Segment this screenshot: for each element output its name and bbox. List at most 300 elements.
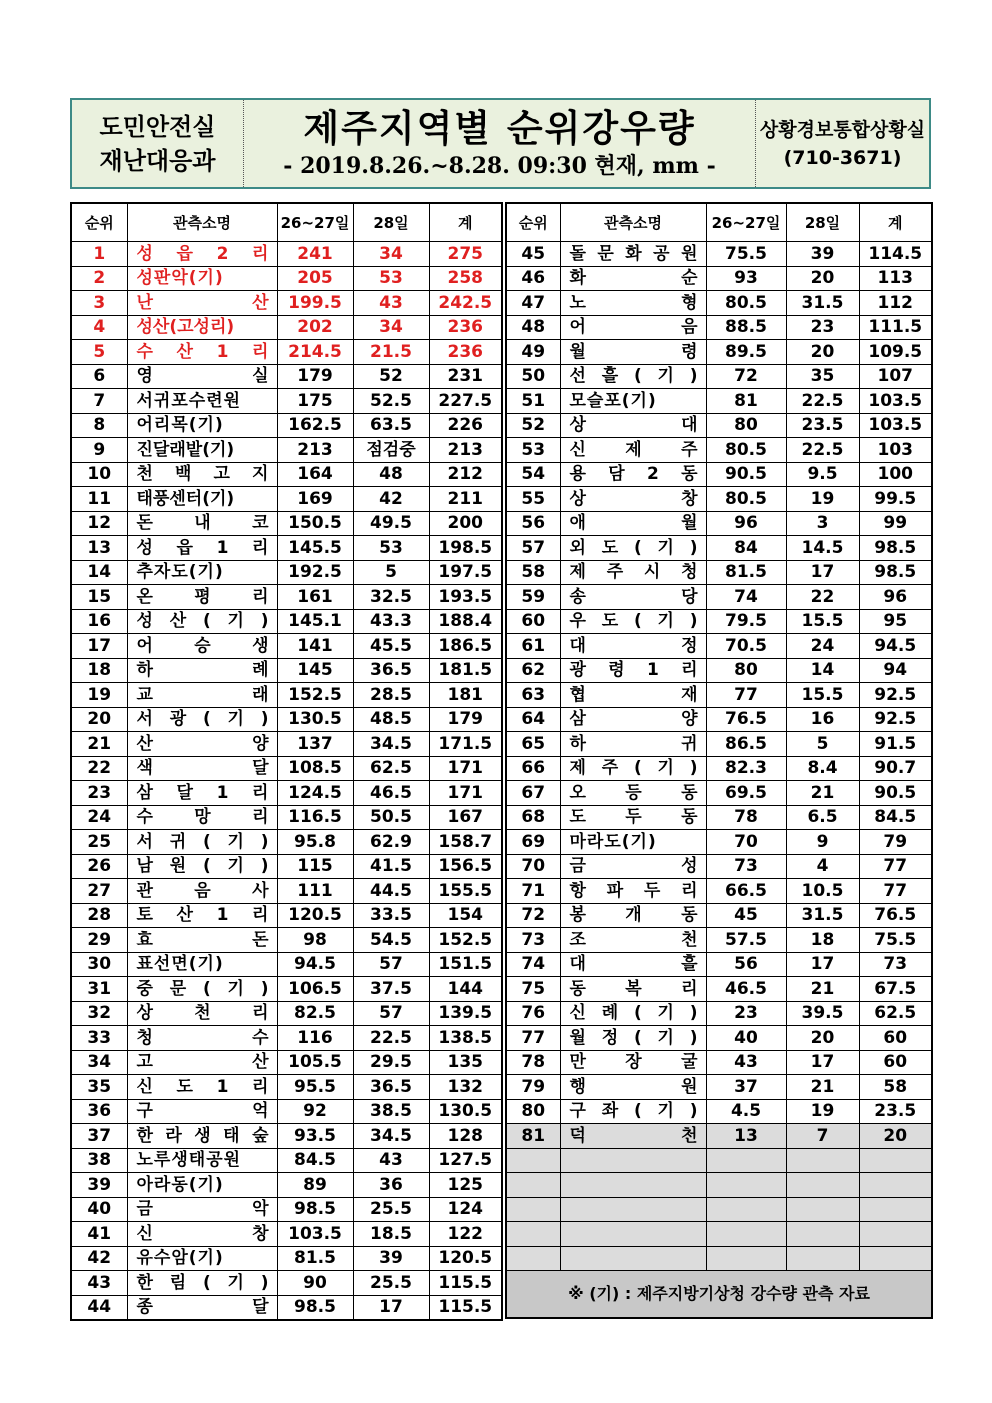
rank-cell: 37 [71, 1124, 127, 1149]
station-name-cell [127, 977, 277, 1002]
day2-rain-cell: 63.5 [353, 413, 429, 438]
total-rain-cell: 91.5 [859, 732, 932, 757]
station-name-char: 평 [194, 586, 211, 607]
station-name-cell [127, 1271, 277, 1296]
station-name-cell [560, 1026, 706, 1051]
day2-rain-cell: 45.5 [353, 634, 429, 659]
total-rain-cell: 77 [859, 879, 932, 904]
rank-cell: 21 [71, 732, 127, 757]
table-row [506, 242, 932, 267]
rank-cell: 75 [506, 977, 560, 1002]
total-rain-cell: 171 [429, 756, 502, 781]
day1-rain-cell: 84.5 [277, 1148, 353, 1173]
station-name-text [137, 709, 277, 729]
table-row [71, 413, 502, 438]
day2-rain-cell: 17 [353, 1295, 429, 1320]
rank-cell: 72 [506, 903, 560, 928]
station-name-char: 산 [252, 292, 269, 313]
day2-rain-cell: 31.5 [786, 903, 859, 928]
station-name-char: 리 [681, 880, 698, 901]
total-rain-cell: 109.5 [859, 340, 932, 365]
station-name-char: 코 [252, 513, 269, 534]
total-rain-cell: 211 [429, 487, 502, 512]
total-rain-cell: 79 [859, 830, 932, 855]
total-rain-cell: 124 [429, 1197, 502, 1222]
station-name-cell [560, 242, 706, 267]
total-rain-cell: 76.5 [859, 903, 932, 928]
table-row [71, 487, 502, 512]
station-name-char: 망 [194, 807, 211, 828]
station-name-char: 형 [681, 292, 698, 313]
station-name-text [137, 685, 277, 705]
table-row [71, 340, 502, 365]
table-row [71, 242, 502, 267]
empty-cell [859, 1148, 932, 1173]
day1-rain-cell: 95.8 [277, 830, 353, 855]
total-rain-cell: 193.5 [429, 585, 502, 610]
day2-rain-cell: 20 [786, 1026, 859, 1051]
rank-cell: 23 [71, 781, 127, 806]
station-name-char: 신 [136, 1223, 153, 1244]
station-name-char: 어리목(기) [136, 415, 224, 436]
station-name-char: 달 [252, 1297, 269, 1318]
station-name-cell [560, 903, 706, 928]
total-rain-cell: 67.5 [859, 977, 932, 1002]
station-name-text [570, 538, 706, 558]
day2-rain-cell: 28.5 [353, 683, 429, 708]
station-name-char: 개 [625, 905, 642, 926]
empty-cell [706, 1246, 786, 1271]
rank-cell: 48 [506, 315, 560, 340]
day1-rain-cell: 81.5 [706, 560, 786, 585]
empty-cell [506, 1173, 560, 1198]
day1-rain-cell: 202 [277, 315, 353, 340]
station-name-text [137, 832, 277, 852]
station-name-text [137, 1003, 277, 1023]
rank-cell: 1 [71, 242, 127, 267]
station-name-text [570, 1052, 706, 1072]
station-name-cell [560, 683, 706, 708]
document-subtitle: - 2019.8.26.~8.28. 09:30 현재, mm - [283, 152, 716, 179]
day1-rain-cell: 81 [706, 389, 786, 414]
station-name-char: 고 [136, 1052, 153, 1073]
total-rain-cell: 181.5 [429, 658, 502, 683]
station-name-char: 리 [252, 537, 269, 558]
table-row [506, 732, 932, 757]
day1-rain-cell: 70 [706, 830, 786, 855]
table-row [506, 266, 932, 291]
station-name-char: 동 [681, 464, 698, 485]
station-name-cell [127, 389, 277, 414]
station-name-char: 기 [227, 831, 244, 852]
col-station: 관측소명 [560, 203, 706, 242]
station-name-text [137, 905, 277, 925]
title-block [244, 100, 756, 187]
day1-rain-cell: 86.5 [706, 732, 786, 757]
station-name-char: 정 [601, 1027, 619, 1048]
table-row [506, 1075, 932, 1100]
day1-rain-cell: 82.5 [277, 1001, 353, 1026]
rank-cell: 43 [71, 1271, 127, 1296]
day2-rain-cell: 23 [786, 315, 859, 340]
day1-rain-cell: 124.5 [277, 781, 353, 806]
station-name-cell [560, 462, 706, 487]
empty-cell [506, 1197, 560, 1222]
day1-rain-cell: 111 [277, 879, 353, 904]
day2-rain-cell: 35 [786, 364, 859, 389]
empty-cell [786, 1148, 859, 1173]
rank-cell: 7 [71, 389, 127, 414]
day1-rain-cell: 213 [277, 438, 353, 463]
station-name-char: 림 [169, 1272, 187, 1293]
station-name-text [570, 513, 706, 533]
station-name-cell [127, 1246, 277, 1271]
station-name-char: 공 [653, 243, 670, 264]
station-name-cell [127, 511, 277, 536]
station-name-text [137, 660, 277, 680]
station-name-char: 기 [227, 611, 244, 632]
station-name-char: 청 [681, 562, 698, 583]
day2-rain-cell: 52 [353, 364, 429, 389]
station-name-cell [127, 1173, 277, 1198]
table-row [506, 364, 932, 389]
table-row [506, 781, 932, 806]
day2-rain-cell: 5 [353, 560, 429, 585]
station-name-text [137, 293, 277, 313]
station-name-cell [127, 536, 277, 561]
station-name-char: 중 [136, 978, 153, 999]
station-name-char: 노루생태공원 [136, 1150, 242, 1171]
table-row [506, 585, 932, 610]
rank-cell: 68 [506, 805, 560, 830]
total-rain-cell: 60 [859, 1050, 932, 1075]
day1-rain-cell: 175 [277, 389, 353, 414]
station-name-char: 제 [569, 562, 586, 583]
station-name-char: 리 [681, 978, 698, 999]
station-name-char: 동 [681, 905, 698, 926]
station-name-char: 1 [646, 660, 659, 681]
station-name-char: 두 [643, 880, 661, 901]
station-name-char: ) [689, 366, 698, 387]
station-name-char: ) [689, 1027, 698, 1048]
day1-rain-cell: 69.5 [706, 781, 786, 806]
rank-cell: 66 [506, 756, 560, 781]
table-row [71, 609, 502, 634]
day2-rain-cell: 20 [786, 266, 859, 291]
station-name-char: 주 [606, 562, 624, 583]
empty-cell [560, 1197, 706, 1222]
station-name-char: 대 [569, 635, 586, 656]
station-name-cell [127, 1295, 277, 1320]
table-row [71, 585, 502, 610]
day2-rain-cell: 16 [786, 707, 859, 732]
station-name-char: 행 [569, 1076, 586, 1097]
rank-cell: 69 [506, 830, 560, 855]
station-name-char: 도 [176, 1076, 193, 1097]
day1-rain-cell: 90.5 [706, 462, 786, 487]
station-name-char: 담 [608, 464, 625, 485]
station-name-text [570, 758, 706, 778]
rank-cell: 34 [71, 1050, 127, 1075]
station-name-char: 1 [216, 1076, 229, 1097]
station-name-char: 애 [569, 513, 586, 534]
table-row [506, 462, 932, 487]
table-row [71, 952, 502, 977]
table-row [71, 1026, 502, 1051]
station-name-text [570, 660, 706, 680]
station-name-char: ) [689, 537, 698, 558]
day1-rain-cell: 84 [706, 536, 786, 561]
station-name-cell [560, 340, 706, 365]
rank-cell: 13 [71, 536, 127, 561]
station-name-char: 하 [136, 660, 153, 681]
rank-cell: 47 [506, 291, 560, 316]
station-name-char: 천 [136, 464, 153, 485]
station-name-char: 신 [569, 1003, 586, 1024]
day2-rain-cell: 48.5 [353, 707, 429, 732]
day2-rain-cell: 43 [353, 291, 429, 316]
total-rain-cell: 213 [429, 438, 502, 463]
table-row [506, 903, 932, 928]
station-name-cell [127, 1197, 277, 1222]
station-name-char: 두 [625, 807, 642, 828]
total-rain-cell: 151.5 [429, 952, 502, 977]
station-name-text [570, 881, 706, 901]
station-name-cell [127, 242, 277, 267]
station-name-char: 온 [136, 586, 153, 607]
station-name-text [570, 1028, 706, 1048]
station-name-char: 수 [136, 341, 153, 362]
day2-rain-cell: 39 [353, 1246, 429, 1271]
station-name-char: 관 [136, 880, 153, 901]
station-name-char: 돈 [136, 513, 153, 534]
table-row [506, 340, 932, 365]
rank-cell: 31 [71, 977, 127, 1002]
station-name-text [137, 415, 277, 435]
day2-rain-cell: 37.5 [353, 977, 429, 1002]
total-rain-cell: 236 [429, 340, 502, 365]
station-name-char: 화 [569, 268, 586, 289]
station-name-char: 기 [227, 1272, 244, 1293]
day2-rain-cell: 19 [786, 1099, 859, 1124]
rank-cell: 28 [71, 903, 127, 928]
station-name-char: 화 [625, 243, 642, 264]
rank-cell: 33 [71, 1026, 127, 1051]
col-day1: 26~27일 [277, 203, 353, 242]
day1-rain-cell: 80.5 [706, 291, 786, 316]
day2-rain-cell: 34 [353, 242, 429, 267]
day2-rain-cell: 9 [786, 830, 859, 855]
station-name-char: 동 [681, 807, 698, 828]
station-name-text [137, 1028, 277, 1048]
station-name-text [137, 636, 277, 656]
station-name-char: 2 [646, 464, 659, 485]
station-name-char: 신 [569, 439, 586, 460]
table-row [71, 266, 502, 291]
day1-rain-cell: 103.5 [277, 1222, 353, 1247]
station-name-text [570, 734, 706, 754]
table-row [71, 1246, 502, 1271]
station-name-char: 남 [136, 856, 153, 877]
day2-rain-cell: 52.5 [353, 389, 429, 414]
table-row [71, 707, 502, 732]
table-row [71, 805, 502, 830]
total-rain-cell: 73 [859, 952, 932, 977]
empty-row [506, 1197, 932, 1222]
table-row [506, 830, 932, 855]
day1-rain-cell: 214.5 [277, 340, 353, 365]
day1-rain-cell: 108.5 [277, 756, 353, 781]
station-name-char: 한 [136, 1272, 153, 1293]
rank-cell: 70 [506, 854, 560, 879]
station-name-char: 주 [601, 758, 619, 779]
total-rain-cell: 112 [859, 291, 932, 316]
day2-rain-cell: 24 [786, 634, 859, 659]
station-name-char: 원 [681, 1076, 698, 1097]
empty-cell [560, 1246, 706, 1271]
total-rain-cell: 127.5 [429, 1148, 502, 1173]
station-name-text [137, 1175, 277, 1195]
total-rain-cell: 152.5 [429, 928, 502, 953]
empty-cell [786, 1222, 859, 1247]
rank-cell: 73 [506, 928, 560, 953]
station-name-text [137, 1273, 277, 1293]
station-name-cell [127, 609, 277, 634]
total-rain-cell: 198.5 [429, 536, 502, 561]
station-name-char: ( [633, 537, 642, 558]
day2-rain-cell: 17 [786, 952, 859, 977]
day1-rain-cell: 37 [706, 1075, 786, 1100]
day1-rain-cell: 105.5 [277, 1050, 353, 1075]
empty-cell [859, 1197, 932, 1222]
station-name-char: 문 [597, 243, 614, 264]
station-name-char: 1 [216, 782, 229, 803]
station-name-char: 양 [681, 709, 698, 730]
station-name-char: 승 [194, 635, 211, 656]
total-rain-cell: 99.5 [859, 487, 932, 512]
total-rain-cell: 23.5 [859, 1099, 932, 1124]
station-name-char: 원 [681, 243, 698, 264]
table-row [71, 1075, 502, 1100]
station-name-char: 천 [681, 929, 698, 950]
col-total: 계 [859, 203, 932, 242]
station-name-char: 정 [681, 635, 698, 656]
table-row [506, 756, 932, 781]
day2-rain-cell: 57 [353, 952, 429, 977]
station-name-cell [560, 658, 706, 683]
empty-cell [706, 1148, 786, 1173]
station-name-char: 태 [223, 1125, 240, 1146]
station-name-char: 양 [252, 733, 269, 754]
station-name-char: ) [260, 709, 269, 730]
total-rain-cell: 200 [429, 511, 502, 536]
footnote: ※ (기) : 제주지방기상청 강수량 관측 자료 [506, 1271, 932, 1319]
department-block [72, 100, 244, 187]
station-name-text [137, 1126, 277, 1146]
station-name-char: ( [202, 856, 211, 877]
rank-cell: 20 [71, 707, 127, 732]
station-name-text [137, 881, 277, 901]
table-row [71, 732, 502, 757]
document-header [70, 98, 931, 189]
table-row [506, 928, 932, 953]
station-name-char: 리 [252, 782, 269, 803]
day1-rain-cell: 74 [706, 585, 786, 610]
station-name-cell [560, 511, 706, 536]
rank-cell: 19 [71, 683, 127, 708]
station-name-text [137, 538, 277, 558]
station-name-text [137, 489, 277, 509]
station-name-text [137, 1199, 277, 1219]
station-name-char: 어 [136, 635, 153, 656]
rank-cell: 78 [506, 1050, 560, 1075]
station-name-char: 당 [681, 586, 698, 607]
station-name-cell [127, 805, 277, 830]
total-rain-cell: 139.5 [429, 1001, 502, 1026]
table-row [71, 1197, 502, 1222]
day1-rain-cell: 72 [706, 364, 786, 389]
day1-rain-cell: 98.5 [277, 1197, 353, 1222]
rank-cell: 32 [71, 1001, 127, 1026]
station-name-char: 구 [136, 1101, 153, 1122]
rank-cell: 80 [506, 1099, 560, 1124]
station-name-char: 외 [569, 537, 586, 558]
station-name-char: 도 [569, 807, 586, 828]
station-name-char: 문 [169, 978, 187, 999]
day1-rain-cell: 73 [706, 854, 786, 879]
table-row [71, 928, 502, 953]
station-name-char: 1 [216, 537, 229, 558]
day2-rain-cell: 9.5 [786, 462, 859, 487]
day1-rain-cell: 98 [277, 928, 353, 953]
footnote-row [506, 1271, 932, 1319]
day2-rain-cell: 36.5 [353, 658, 429, 683]
station-name-char: 아라동(기) [136, 1174, 224, 1195]
day1-rain-cell: 90 [277, 1271, 353, 1296]
table-row [506, 609, 932, 634]
station-name-cell [127, 560, 277, 585]
station-name-cell [560, 1001, 706, 1026]
station-name-char: 례 [252, 660, 269, 681]
station-name-cell [560, 805, 706, 830]
table-row [506, 291, 932, 316]
total-rain-cell: 113 [859, 266, 932, 291]
station-name-char: 조 [569, 929, 586, 950]
day2-rain-cell: 42 [353, 487, 429, 512]
station-name-cell [560, 438, 706, 463]
day1-rain-cell: 77 [706, 683, 786, 708]
station-name-char: 금 [569, 856, 586, 877]
rank-cell: 16 [71, 609, 127, 634]
station-name-char: 기 [657, 366, 674, 387]
day2-rain-cell: 21 [786, 1075, 859, 1100]
station-name-cell [560, 977, 706, 1002]
station-name-char: 제 [569, 758, 586, 779]
station-name-char: ) [689, 1003, 698, 1024]
day2-rain-cell: 15.5 [786, 683, 859, 708]
day2-rain-cell: 48 [353, 462, 429, 487]
rank-cell: 11 [71, 487, 127, 512]
total-rain-cell: 144 [429, 977, 502, 1002]
day2-rain-cell: 6.5 [786, 805, 859, 830]
station-name-char: 상 [569, 415, 586, 436]
day1-rain-cell: 78 [706, 805, 786, 830]
station-name-char: 산 [169, 611, 187, 632]
table-row [506, 634, 932, 659]
station-name-char: 대 [569, 954, 586, 975]
station-name-char: 원 [169, 856, 187, 877]
table-row [506, 1099, 932, 1124]
